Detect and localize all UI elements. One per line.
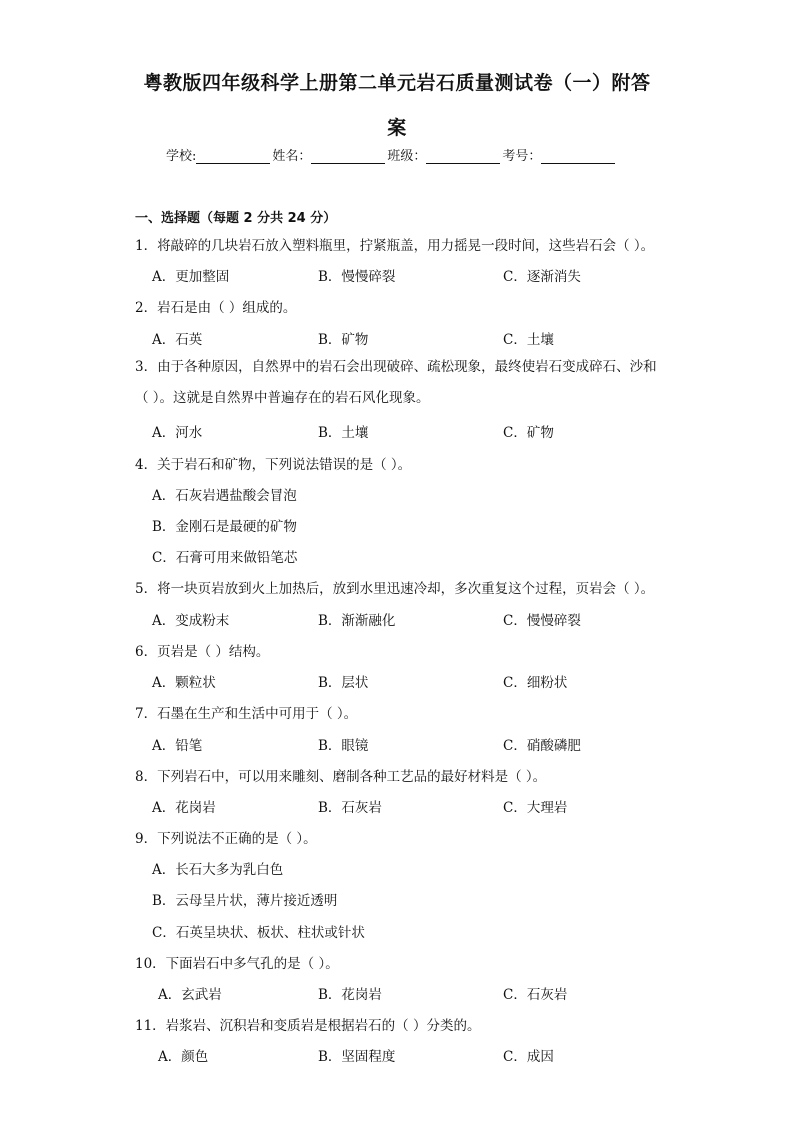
q8-option-b: B．石灰岩 <box>318 800 382 816</box>
class-blank[interactable] <box>426 149 500 164</box>
q11-option-b: B．坚固程度 <box>318 1049 396 1065</box>
school-label: 学校: <box>166 149 197 164</box>
exam-title: 粤教版四年级科学上册第二单元岩石质量测试卷（一）附答 <box>143 72 651 94</box>
question-9: 9．下列说法不正确的是（ ）。 <box>135 831 317 847</box>
student-info-row <box>166 145 617 164</box>
q1-option-a: A．更加整固 <box>152 269 230 285</box>
q4-option-c: C．石膏可用来做铅笔芯 <box>152 550 298 566</box>
q6-option-a: A．颗粒状 <box>152 675 216 691</box>
question-11: 11．岩浆岩、沉积岩和变质岩是根据岩石的（ ）分类的。 <box>135 1018 481 1034</box>
q4-option-a: A．石灰岩遇盐酸会冒泡 <box>152 488 297 504</box>
q7-option-b: B．眼镜 <box>318 738 369 754</box>
q8-option-a: A．花岗岩 <box>152 800 216 816</box>
q10-option-b: B．花岗岩 <box>318 987 382 1003</box>
question-3: 3．由于各种原因，自然界中的岩石会出现破碎、疏松现象，最终使岩石变成碎石、沙和（ ）。这就是自然界中普遍存在的岩石风化现象。 <box>135 359 657 406</box>
question-6: 6．页岩是（ ）结构。 <box>135 644 270 660</box>
section-heading: 一、选择题（每题 2 分共 24 分） <box>135 211 337 226</box>
q6-option-b: B．层状 <box>318 675 369 691</box>
question-5: 5．将一块页岩放到火上加热后，放到水里迅速冷却，多次重复这个过程，页岩会（ ）。 <box>135 581 655 597</box>
q8-option-c: C．大理岩 <box>503 800 568 816</box>
question-4: 4．关于岩石和矿物，下列说法错误的是（ ）。 <box>135 457 412 473</box>
q2-option-c: C．土壤 <box>503 332 554 348</box>
q10-option-a: A．玄武岩 <box>158 987 222 1003</box>
question-1: 1．将敲碎的几块岩石放入塑料瓶里，拧紧瓶盖，用力摇晃一段时间，这些岩石会（ ）。 <box>135 238 655 254</box>
q2-option-b: B．矿物 <box>318 332 369 348</box>
q11-option-a: A．颜色 <box>158 1049 209 1065</box>
q7-option-c: C．硝酸磷肥 <box>503 738 581 754</box>
q9-option-a: A．长石大多为乳白色 <box>152 862 284 878</box>
name-blank[interactable] <box>311 149 385 164</box>
q1-option-b: B．慢慢碎裂 <box>318 269 396 285</box>
number-label: 考号： <box>502 149 542 164</box>
question-8: 8．下列岩石中，可以用来雕刻、磨制各种工艺品的最好材料是（ ）。 <box>135 769 547 785</box>
number-blank[interactable] <box>541 149 615 164</box>
q9-option-b: B．云母呈片状，薄片接近透明 <box>152 893 338 909</box>
q4-option-b: B．金刚石是最硬的矿物 <box>152 519 297 535</box>
q9-option-c: C．石英呈块状、板状、柱状或针状 <box>152 925 365 941</box>
question-10: 10．下面岩石中多气孔的是（ ）。 <box>135 956 339 972</box>
q6-option-c: C．细粉状 <box>503 675 568 691</box>
q5-option-a: A．变成粉末 <box>152 613 230 629</box>
school-blank[interactable] <box>196 149 270 164</box>
q1-option-c: C．逐渐消失 <box>503 269 581 285</box>
q3-option-c: C．矿物 <box>503 425 554 441</box>
q5-option-c: C．慢慢碎裂 <box>503 613 581 629</box>
q10-option-c: C．石灰岩 <box>503 987 568 1003</box>
name-label: 姓名： <box>272 149 312 164</box>
question-2: 2．岩石是由（ ）组成的。 <box>135 300 297 316</box>
q7-option-a: A．铅笔 <box>152 738 203 754</box>
q3-option-a: A．河水 <box>152 425 203 441</box>
q2-option-a: A．石英 <box>152 332 203 348</box>
q5-option-b: B．渐渐融化 <box>318 613 396 629</box>
exam-title-continued: 案 <box>387 117 407 139</box>
question-7: 7．石墨在生产和生活中可用于（ ）。 <box>135 706 358 722</box>
q11-option-c: C．成因 <box>503 1049 554 1065</box>
class-label: 班级： <box>387 149 427 164</box>
q3-option-b: B．土壤 <box>318 425 369 441</box>
